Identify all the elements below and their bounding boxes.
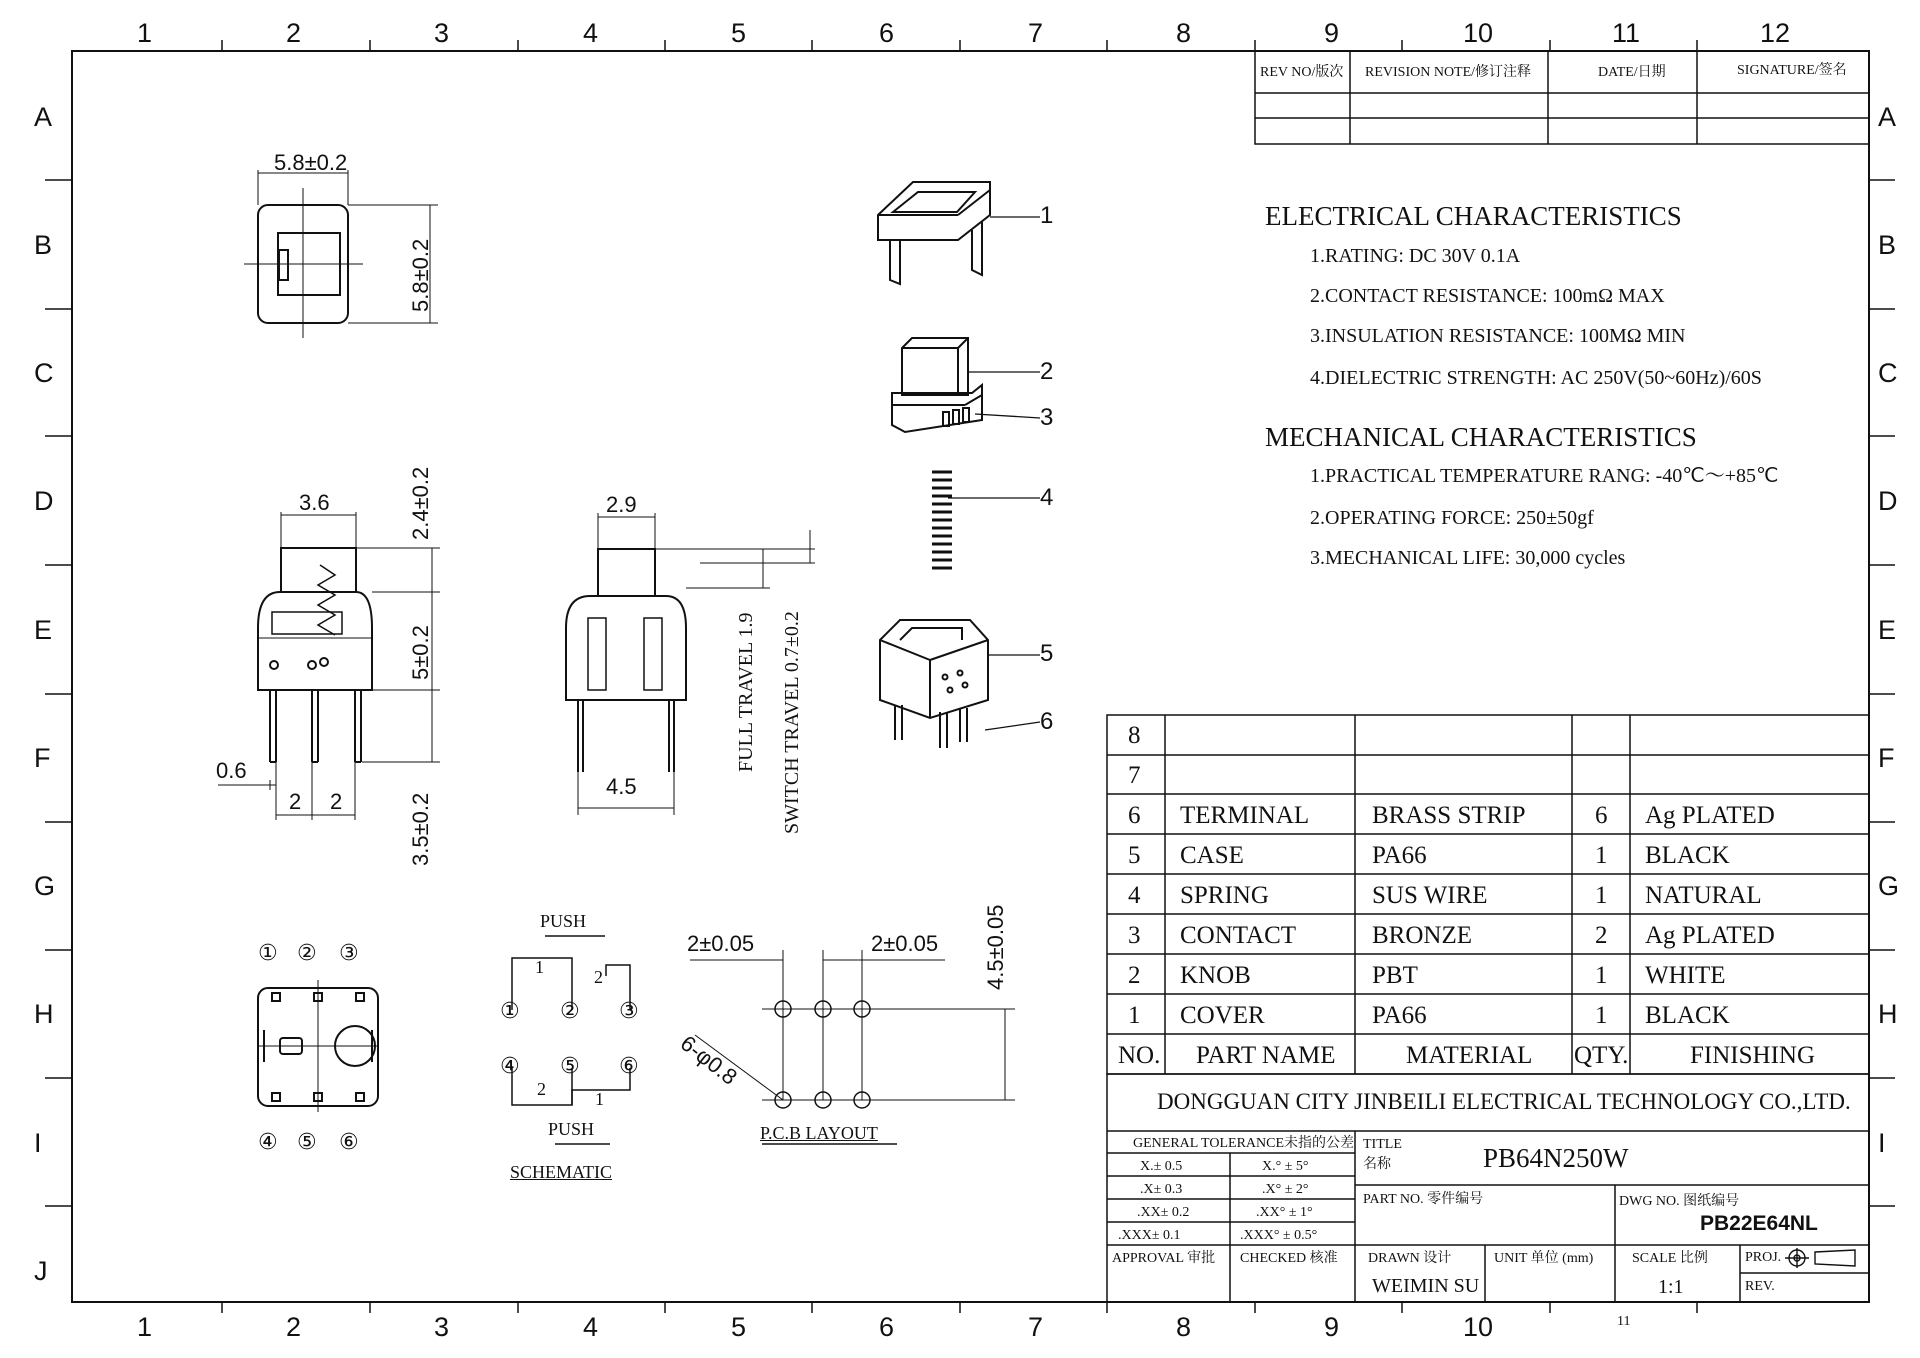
dim-side-knob: 2.9 [606, 492, 637, 517]
part-no-label: PART NO. 零件编号 [1363, 1192, 1484, 1207]
zone-col: 2 [286, 1312, 302, 1342]
zone-row: G [34, 871, 56, 901]
zone-row: A [34, 102, 53, 132]
schematic [512, 936, 630, 1144]
mechanical-item: 1.PRACTICAL TEMPERATURE RANG: -40℃～+85℃ [1310, 465, 1779, 487]
approval-label: APPROVAL 审批 [1112, 1251, 1216, 1266]
projection-symbol [1785, 1248, 1855, 1268]
zone-col: 10 [1463, 18, 1494, 48]
bom-header-no: NO. [1118, 1042, 1161, 1069]
bom-no: 2 [1128, 962, 1141, 989]
electrical-item: 2.CONTACT RESISTANCE: 100mΩ MAX [1310, 285, 1665, 307]
bom-part: SPRING [1180, 882, 1269, 909]
bom-no: 8 [1128, 722, 1141, 749]
zone-col: 1 [137, 18, 153, 48]
title-value: PB64N250W [1483, 1143, 1629, 1173]
zone-col: 6 [879, 1312, 895, 1342]
zone-row: D [34, 486, 54, 516]
tolerance-linear: .XX± 0.2 [1137, 1205, 1190, 1220]
mechanical-title: MECHANICAL CHARACTERISTICS [1265, 422, 1697, 452]
revision-note-header: REVISION NOTE/修订注释 [1365, 65, 1532, 80]
tolerance-linear: .XXX± 0.1 [1118, 1228, 1181, 1243]
drawn-value: WEIMIN SU [1372, 1275, 1480, 1297]
zone-col: 9 [1324, 1312, 1340, 1342]
bom-part: COVER [1180, 1002, 1265, 1029]
pin-label: ③ [339, 940, 359, 965]
unit-label: UNIT 单位 (mm) [1494, 1251, 1594, 1266]
bom-qty: 1 [1595, 962, 1608, 989]
bom-qty: 1 [1595, 1002, 1608, 1029]
bom-material: PBT [1372, 962, 1418, 989]
callout: 5 [1040, 640, 1054, 667]
zone-col: 4 [583, 18, 599, 48]
bom-qty: 2 [1595, 922, 1608, 949]
tolerance-title: GENERAL TOLERANCE未指的公差 [1133, 1136, 1355, 1151]
tolerance-angular: X.° ± 5° [1262, 1159, 1309, 1174]
company-name: DONGGUAN CITY JINBEILI ELECTRICAL TECHNOLOGY CO.,LTD. [1157, 1089, 1851, 1114]
callout: 2 [1040, 358, 1054, 385]
dim-top-width: 5.8±0.2 [274, 150, 348, 175]
schematic-title: SCHEMATIC [510, 1162, 613, 1182]
dim-side-span: 4.5 [606, 774, 637, 799]
zone-col: 7 [1028, 18, 1044, 48]
zone-row: E [34, 615, 53, 645]
scale-label: SCALE 比例 [1632, 1251, 1708, 1266]
dim-full-travel: FULL TRAVEL 1.9 [735, 612, 757, 772]
zone-col: 6 [879, 18, 895, 48]
exploded-view [878, 182, 1040, 748]
date-header: DATE/日期 [1598, 65, 1666, 80]
schematic-pin: ① [500, 998, 520, 1023]
zone-row: I [1878, 1128, 1886, 1158]
tolerance-angular: .XXX° ± 0.5° [1240, 1228, 1318, 1243]
zone-row: B [34, 230, 53, 260]
zone-col: 5 [731, 18, 747, 48]
bom-header-finishing: FINISHING [1690, 1042, 1815, 1069]
bom-no: 6 [1128, 802, 1141, 829]
tolerance-linear: .X± 0.3 [1140, 1182, 1183, 1197]
zone-row: H [1878, 999, 1898, 1029]
zone-row: G [1878, 871, 1900, 901]
zone-col: 1 [137, 1312, 153, 1342]
scale-value: 1:1 [1658, 1276, 1684, 1298]
bom-finishing: NATURAL [1645, 882, 1762, 909]
zone-col: 5 [731, 1312, 747, 1342]
pin-label: ② [297, 940, 317, 965]
bom-qty: 6 [1595, 802, 1608, 829]
bom-part: CONTACT [1180, 922, 1297, 949]
dim-pcb-height: 4.5±0.05 [983, 904, 1008, 990]
zone-col: 8 [1176, 18, 1192, 48]
dwg-no-label: DWG NO. 图纸编号 [1619, 1194, 1740, 1209]
zone-col: 3 [434, 18, 450, 48]
dim-switch-travel: SWITCH TRAVEL 0.7±0.2 [781, 611, 803, 834]
zone-row: E [1878, 615, 1897, 645]
push-label-bottom: PUSH [548, 1119, 595, 1139]
zone-row: H [34, 999, 54, 1029]
pcb-layout [690, 950, 1015, 1144]
zone-col: 2 [286, 18, 302, 48]
bom-material: PA66 [1372, 842, 1427, 869]
pcb-layout-title: P.C.B LAYOUT [760, 1123, 878, 1143]
electrical-title: ELECTRICAL CHARACTERISTICS [1265, 201, 1682, 231]
rev-no-header: REV NO/版次 [1260, 65, 1344, 80]
mechanical-item: 3.MECHANICAL LIFE: 30,000 cycles [1310, 547, 1626, 569]
signature-header: SIGNATURE/签名 [1737, 63, 1847, 78]
pin-label: ① [258, 940, 278, 965]
dim-pcb-pitch2: 2±0.05 [871, 931, 939, 956]
bom-finishing: BLACK [1645, 1002, 1730, 1029]
bom-no: 5 [1128, 842, 1141, 869]
dim-body-height: 5±0.2 [408, 625, 433, 680]
bom-header-material: MATERIAL [1406, 1042, 1533, 1069]
dim-knob-width: 3.6 [299, 490, 330, 515]
bom-part: CASE [1180, 842, 1244, 869]
sheet-border [72, 51, 1869, 1302]
schematic-pin: ⑤ [560, 1053, 580, 1078]
bom-qty: 1 [1595, 882, 1608, 909]
mechanical-item: 2.OPERATING FORCE: 250±50gf [1310, 507, 1594, 529]
zone-row: C [34, 358, 54, 388]
dim-pin-width: 0.6 [216, 758, 247, 783]
bom-finishing: WHITE [1645, 962, 1726, 989]
schematic-num: 1 [595, 1089, 604, 1109]
dim-top-height: 5.8±0.2 [408, 238, 433, 312]
electrical-item: 3.INSULATION RESISTANCE: 100MΩ MIN [1310, 325, 1686, 347]
callout: 6 [1040, 708, 1054, 735]
zone-col: 7 [1028, 1312, 1044, 1342]
bom-header-qty: QTY. [1574, 1042, 1629, 1069]
stray-number: 11 [1617, 1314, 1631, 1329]
schematic-pin: ⑥ [619, 1053, 639, 1078]
electrical-item: 1.RATING: DC 30V 0.1A [1310, 245, 1521, 267]
bom-material: SUS WIRE [1372, 882, 1488, 909]
schematic-pin: ③ [619, 998, 639, 1023]
electrical-item: 4.DIELECTRIC STRENGTH: AC 250V(50~60Hz)/60S [1310, 367, 1762, 389]
bom-no: 4 [1128, 882, 1141, 909]
dim-pitch1: 2 [289, 789, 302, 814]
zone-col: 10 [1463, 1312, 1494, 1342]
callout: 3 [1040, 404, 1054, 431]
zone-row: B [1878, 230, 1897, 260]
zone-row: J [34, 1256, 48, 1286]
pin-label: ⑥ [339, 1129, 359, 1154]
zone-col: 12 [1760, 18, 1791, 48]
checked-label: CHECKED 核准 [1240, 1251, 1338, 1266]
drawn-label: DRAWN 设计 [1368, 1251, 1452, 1266]
tolerance-angular: .X° ± 2° [1262, 1182, 1309, 1197]
zone-row: I [34, 1128, 42, 1158]
bom-material: BRONZE [1372, 922, 1472, 949]
bom-material: BRASS STRIP [1372, 802, 1526, 829]
pin-label: ④ [258, 1129, 278, 1154]
tolerance-linear: X.± 0.5 [1140, 1159, 1183, 1174]
dim-knob-height: 2.4±0.2 [408, 466, 433, 540]
dim-pin-height: 3.5±0.2 [408, 792, 433, 866]
front-view [218, 512, 440, 820]
bom-header-part: PART NAME [1196, 1042, 1336, 1069]
callout: 4 [1040, 484, 1054, 511]
zone-row: A [1878, 102, 1897, 132]
bom-part: TERMINAL [1180, 802, 1310, 829]
bom-finishing: Ag PLATED [1645, 802, 1775, 829]
zone-row: F [34, 743, 51, 773]
bottom-view [258, 980, 378, 1112]
tolerance-angular: .XX° ± 1° [1256, 1205, 1313, 1220]
bom-material: PA66 [1372, 1002, 1427, 1029]
zone-row: F [1878, 743, 1895, 773]
schematic-num: 1 [535, 957, 544, 977]
bom-no: 7 [1128, 762, 1141, 789]
zone-col: 11 [1612, 18, 1641, 48]
zone-col: 8 [1176, 1312, 1192, 1342]
push-label-top: PUSH [540, 911, 587, 931]
pin-label: ⑤ [297, 1129, 317, 1154]
schematic-pin: ④ [500, 1053, 520, 1078]
zone-col: 3 [434, 1312, 450, 1342]
dim-pcb-holes: 6-φ0.8 [675, 1030, 742, 1090]
schematic-pin: ② [560, 998, 580, 1023]
bom-no: 3 [1128, 922, 1141, 949]
callout: 1 [1040, 202, 1054, 229]
bom-part: KNOB [1180, 962, 1251, 989]
dim-pitch2: 2 [330, 789, 343, 814]
title-label: TITLE [1363, 1137, 1402, 1152]
dim-pcb-pitch1: 2±0.05 [687, 931, 755, 956]
zone-col: 4 [583, 1312, 599, 1342]
schematic-num: 2 [537, 1079, 546, 1099]
title-label-cn: 名称 [1363, 1157, 1391, 1172]
zone-row: D [1878, 486, 1898, 516]
rev-label: REV. [1745, 1279, 1775, 1294]
zone-row: C [1878, 358, 1898, 388]
dwg-no-value: PB22E64NL [1700, 1212, 1818, 1235]
bom-finishing: Ag PLATED [1645, 922, 1775, 949]
side-view [566, 513, 815, 815]
schematic-num: 2 [594, 967, 603, 987]
bom-no: 1 [1128, 1002, 1141, 1029]
bom-finishing: BLACK [1645, 842, 1730, 869]
zone-col: 9 [1324, 18, 1340, 48]
proj-label: PROJ. [1745, 1250, 1782, 1265]
bom-qty: 1 [1595, 842, 1608, 869]
